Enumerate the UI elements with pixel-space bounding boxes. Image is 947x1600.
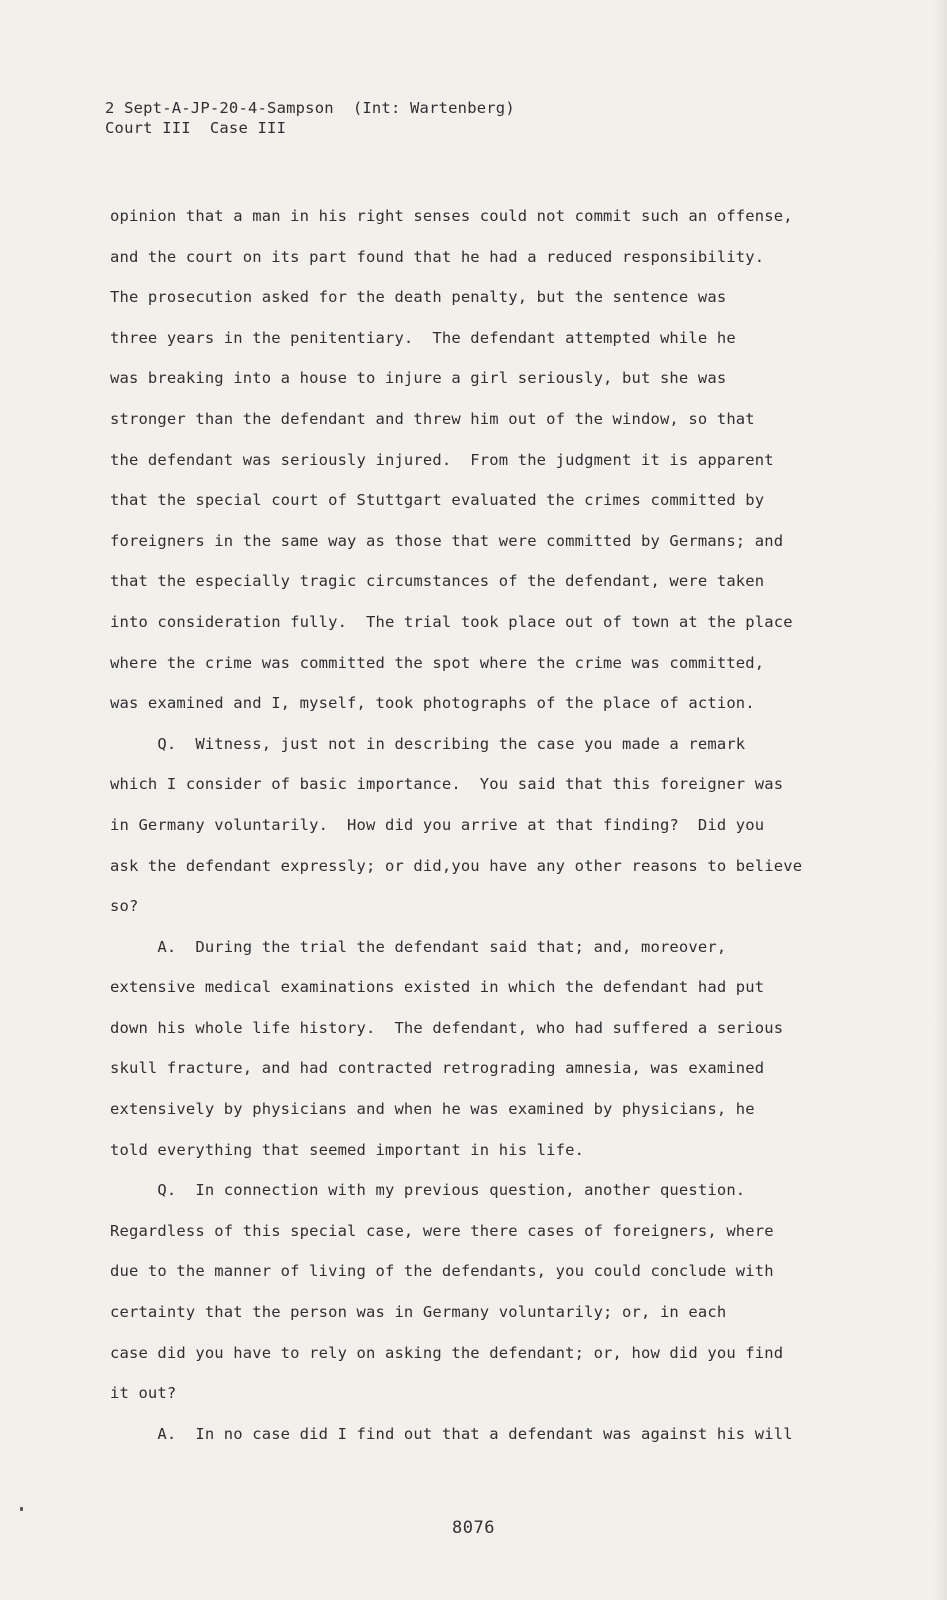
transcript-line: A. During the trial the defendant said that; and, moreover, (110, 937, 727, 956)
transcript-line: extensive medical examinations existed in which the defendant had put (110, 978, 765, 997)
transcript-line: was breaking into a house to injure a girl seriously, but she was (110, 369, 727, 388)
document-header (105, 98, 515, 138)
transcript-line: the defendant was seriously injured. From the judgment it is apparent (110, 450, 774, 469)
transcript-line: case did you have to rely on asking the defendant; or, how did you find (110, 1343, 784, 1362)
transcript-line: extensively by physicians and when he was examined by physicians, he (110, 1100, 755, 1119)
transcript-line: stronger than the defendant and threw him out of the window, so that (110, 409, 755, 428)
transcript-line: ask the defendant expressly; or did,you have any other reasons to believe (110, 856, 803, 875)
header-line-1: 2 Sept-A-JP-20-4-Sampson (Int: Wartenberg) (105, 99, 515, 117)
transcript-line: certainty that the person was in Germany voluntarily; or, in each (110, 1303, 727, 1322)
page-edge-shadow (933, 0, 947, 1600)
transcript-line: that the especially tragic circumstances of the defendant, were taken (110, 572, 765, 591)
transcript-line: that the special court of Stuttgart evaluated the crimes committed by (110, 491, 765, 510)
margin-mark (20, 1507, 23, 1511)
transcript-line: Regardless of this special case, were there cases of foreigners, where (110, 1221, 774, 1240)
transcript-line: Q. In connection with my previous question, another question. (110, 1181, 746, 1200)
transcript-line: it out? (110, 1384, 177, 1403)
transcript-line: in Germany voluntarily. How did you arrive at that finding? Did you (110, 815, 765, 834)
transcript-line: opinion that a man in his right senses could not commit such an offense, (110, 207, 793, 225)
transcript-line: down his whole life history. The defendant, who had suffered a serious (110, 1018, 784, 1037)
transcript-line: into consideration fully. The trial took place out of town at the place (110, 612, 793, 631)
transcript-line: skull fracture, and had contracted retrograding amnesia, was examined (110, 1059, 765, 1078)
transcript-line: A. In no case did I find out that a defendant was against his will (110, 1424, 793, 1443)
transcript-line: told everything that seemed important in his life. (110, 1140, 585, 1159)
transcript-line: Q. Witness, just not in describing the case you made a remark (110, 734, 746, 753)
header-line-2: Court III Case III (105, 119, 287, 137)
transcript-line: so? (110, 897, 139, 916)
transcript-line: which I consider of basic importance. You said that this foreigner was (110, 775, 784, 794)
transcript-body (110, 196, 890, 1454)
transcript-line: foreigners in the same way as those that were committed by Germans; and (110, 531, 784, 550)
page-number: 8076 (452, 1518, 495, 1538)
transcript-line: was examined and I, myself, took photographs of the place of action. (110, 694, 755, 713)
transcript-line: The prosecution asked for the death penalty, but the sentence was (110, 288, 727, 307)
transcript-line: three years in the penitentiary. The defendant attempted while he (110, 328, 736, 347)
transcript-line: and the court on its part found that he had a reduced responsibility. (110, 247, 765, 266)
transcript-line: due to the manner of living of the defendants, you could conclude with (110, 1262, 774, 1281)
transcript-line: where the crime was committed the spot where the crime was committed, (110, 653, 765, 672)
